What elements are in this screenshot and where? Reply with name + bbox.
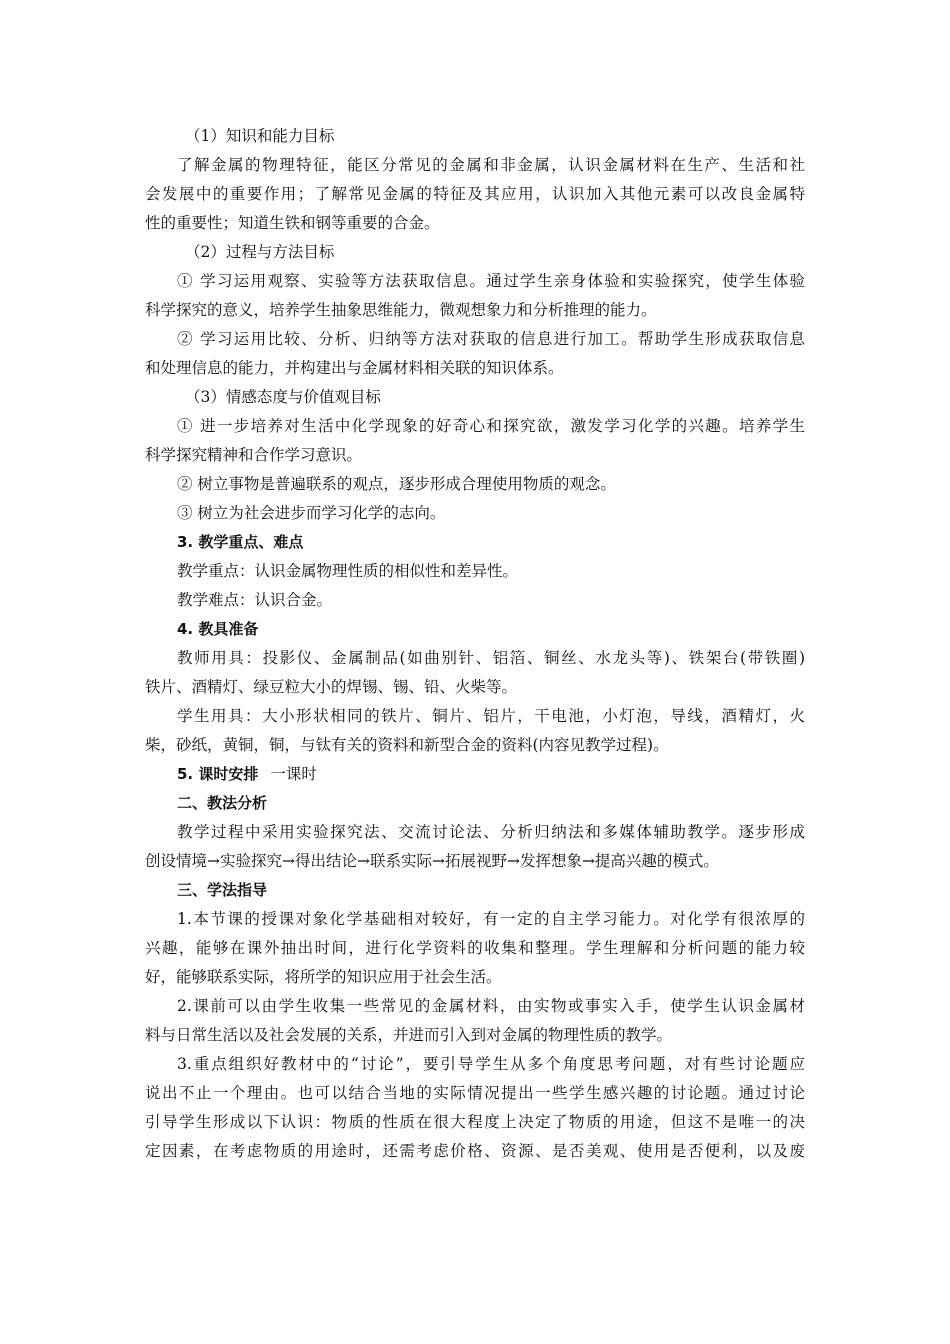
document-body — [145, 122, 805, 1166]
paragraph-line: 2.课前可以由学生收集一些常见的金属材料，由实物或事实入手，使学生认识金属材 — [177, 997, 805, 1015]
paragraph-line: 教学过程中采用实验探究法、交流讨论法、分析归纳法和多媒体辅助教学。逐步形成 — [177, 823, 805, 841]
schedule-label: 5. 课时安排 — [177, 765, 259, 783]
paragraph-line: 和处理信息的能力，并构建出与金属材料相关联的知识体系。 — [145, 359, 564, 377]
paragraph-line: 说出不止一个理由。也可以结合当地的实际情况提出一些学生感兴趣的讨论题。通过讨论 — [145, 1084, 805, 1102]
section-heading-teaching-aids: 4. 教具准备 — [177, 620, 259, 638]
section-heading-teaching-method: 二、教法分析 — [177, 794, 268, 812]
paragraph-line: 引导学生形成以下认识：物质的性质在很大程度上决定了物质的用途，但这不是唯一的决 — [145, 1113, 805, 1131]
paragraph-line: 定因素，在考虑物质的用途时，还需考虑价格、资源、是否美观、使用是否便利，以及废 — [145, 1142, 805, 1160]
paragraph-line: 会发展中的重要作用；了解常见金属的特征及其应用，认识加入其他元素可以改良金属特 — [145, 185, 805, 203]
subheading-attitude-goals: （3）情感态度与价值观目标 — [185, 388, 381, 406]
section-heading-study-guide: 三、学法指导 — [177, 881, 268, 899]
paragraph-line: 好，能够联系实际，将所学的知识应用于社会生活。 — [145, 968, 502, 986]
subheading-knowledge-goals: （1）知识和能力目标 — [185, 127, 335, 145]
paragraph-line: 科学探究的意义，培养学生抽象思维能力，微观想象力和分析推理的能力。 — [145, 301, 657, 319]
paragraph-line: 教学重点：认识金属物理性质的相似性和差异性。 — [177, 562, 519, 580]
paragraph-line: 料与日常生活以及社会发展的关系，并进而引入到对金属的物理性质的教学。 — [145, 1026, 673, 1044]
paragraph-line: 兴趣，能够在课外抽出时间，进行化学资料的收集和整理。学生理解和分析问题的能力较 — [145, 939, 805, 957]
paragraph-line: ① 进一步培养对生活中化学现象的好奇心和探究欲，激发学习化学的兴趣。培养学生 — [177, 417, 805, 435]
paragraph-line: 铁片、酒精灯、绿豆粒大小的焊锡、锡、铅、火柴等。 — [145, 678, 518, 696]
paragraph-line: ③ 树立为社会进步而学习化学的志向。 — [177, 504, 446, 522]
paragraph-line: 1.本节课的授课对象化学基础相对较好，有一定的自主学习能力。对化学有很浓厚的 — [177, 910, 805, 928]
section-heading-schedule — [145, 760, 805, 789]
paragraph-line: 创设情境→实验探究→得出结论→联系实际→拓展视野→发挥想象→提高兴趣的模式。 — [145, 852, 719, 870]
paragraph-line: 科学探究精神和合作学习意识。 — [145, 446, 363, 464]
paragraph-line: ② 树立事物是普遍联系的观点，逐步形成合理使用物质的观念。 — [177, 475, 616, 493]
subheading-process-goals: （2）过程与方法目标 — [185, 243, 335, 261]
paragraph-line: 了解金属的物理特征，能区分常见的金属和非金属，认识金属材料在生产、生活和社 — [177, 156, 805, 174]
paragraph-line: 柴，砂纸，黄铜，铜，与钛有关的资料和新型合金的资料(内容见教学过程)。 — [145, 736, 669, 754]
section-heading-key-points: 3. 教学重点、难点 — [177, 533, 304, 551]
paragraph-line: ② 学习运用比较、分析、归纳等方法对获取的信息进行加工。帮助学生形成获取信息 — [177, 330, 805, 348]
paragraph-line: ① 学习运用观察、实验等方法获取信息。通过学生亲身体验和实验探究，使学生体验 — [177, 272, 805, 290]
paragraph-line: 教学难点：认识合金。 — [177, 591, 333, 609]
paragraph-line: 教师用具：投影仪、金属制品(如曲别针、铝箔、铜丝、水龙头等)、铁架台(带铁圈) — [177, 649, 805, 667]
paragraph-line: 3.重点组织好教材中的“讨论”，要引导学生从多个角度思考问题，对有些讨论题应 — [177, 1055, 805, 1073]
paragraph-line: 性的重要性；知道生铁和钢等重要的合金。 — [145, 214, 440, 232]
schedule-value: 一课时 — [270, 765, 317, 783]
paragraph-line: 学生用具：大小形状相同的铁片、铜片、铝片，干电池，小灯泡，导线，酒精灯，火 — [177, 707, 805, 725]
